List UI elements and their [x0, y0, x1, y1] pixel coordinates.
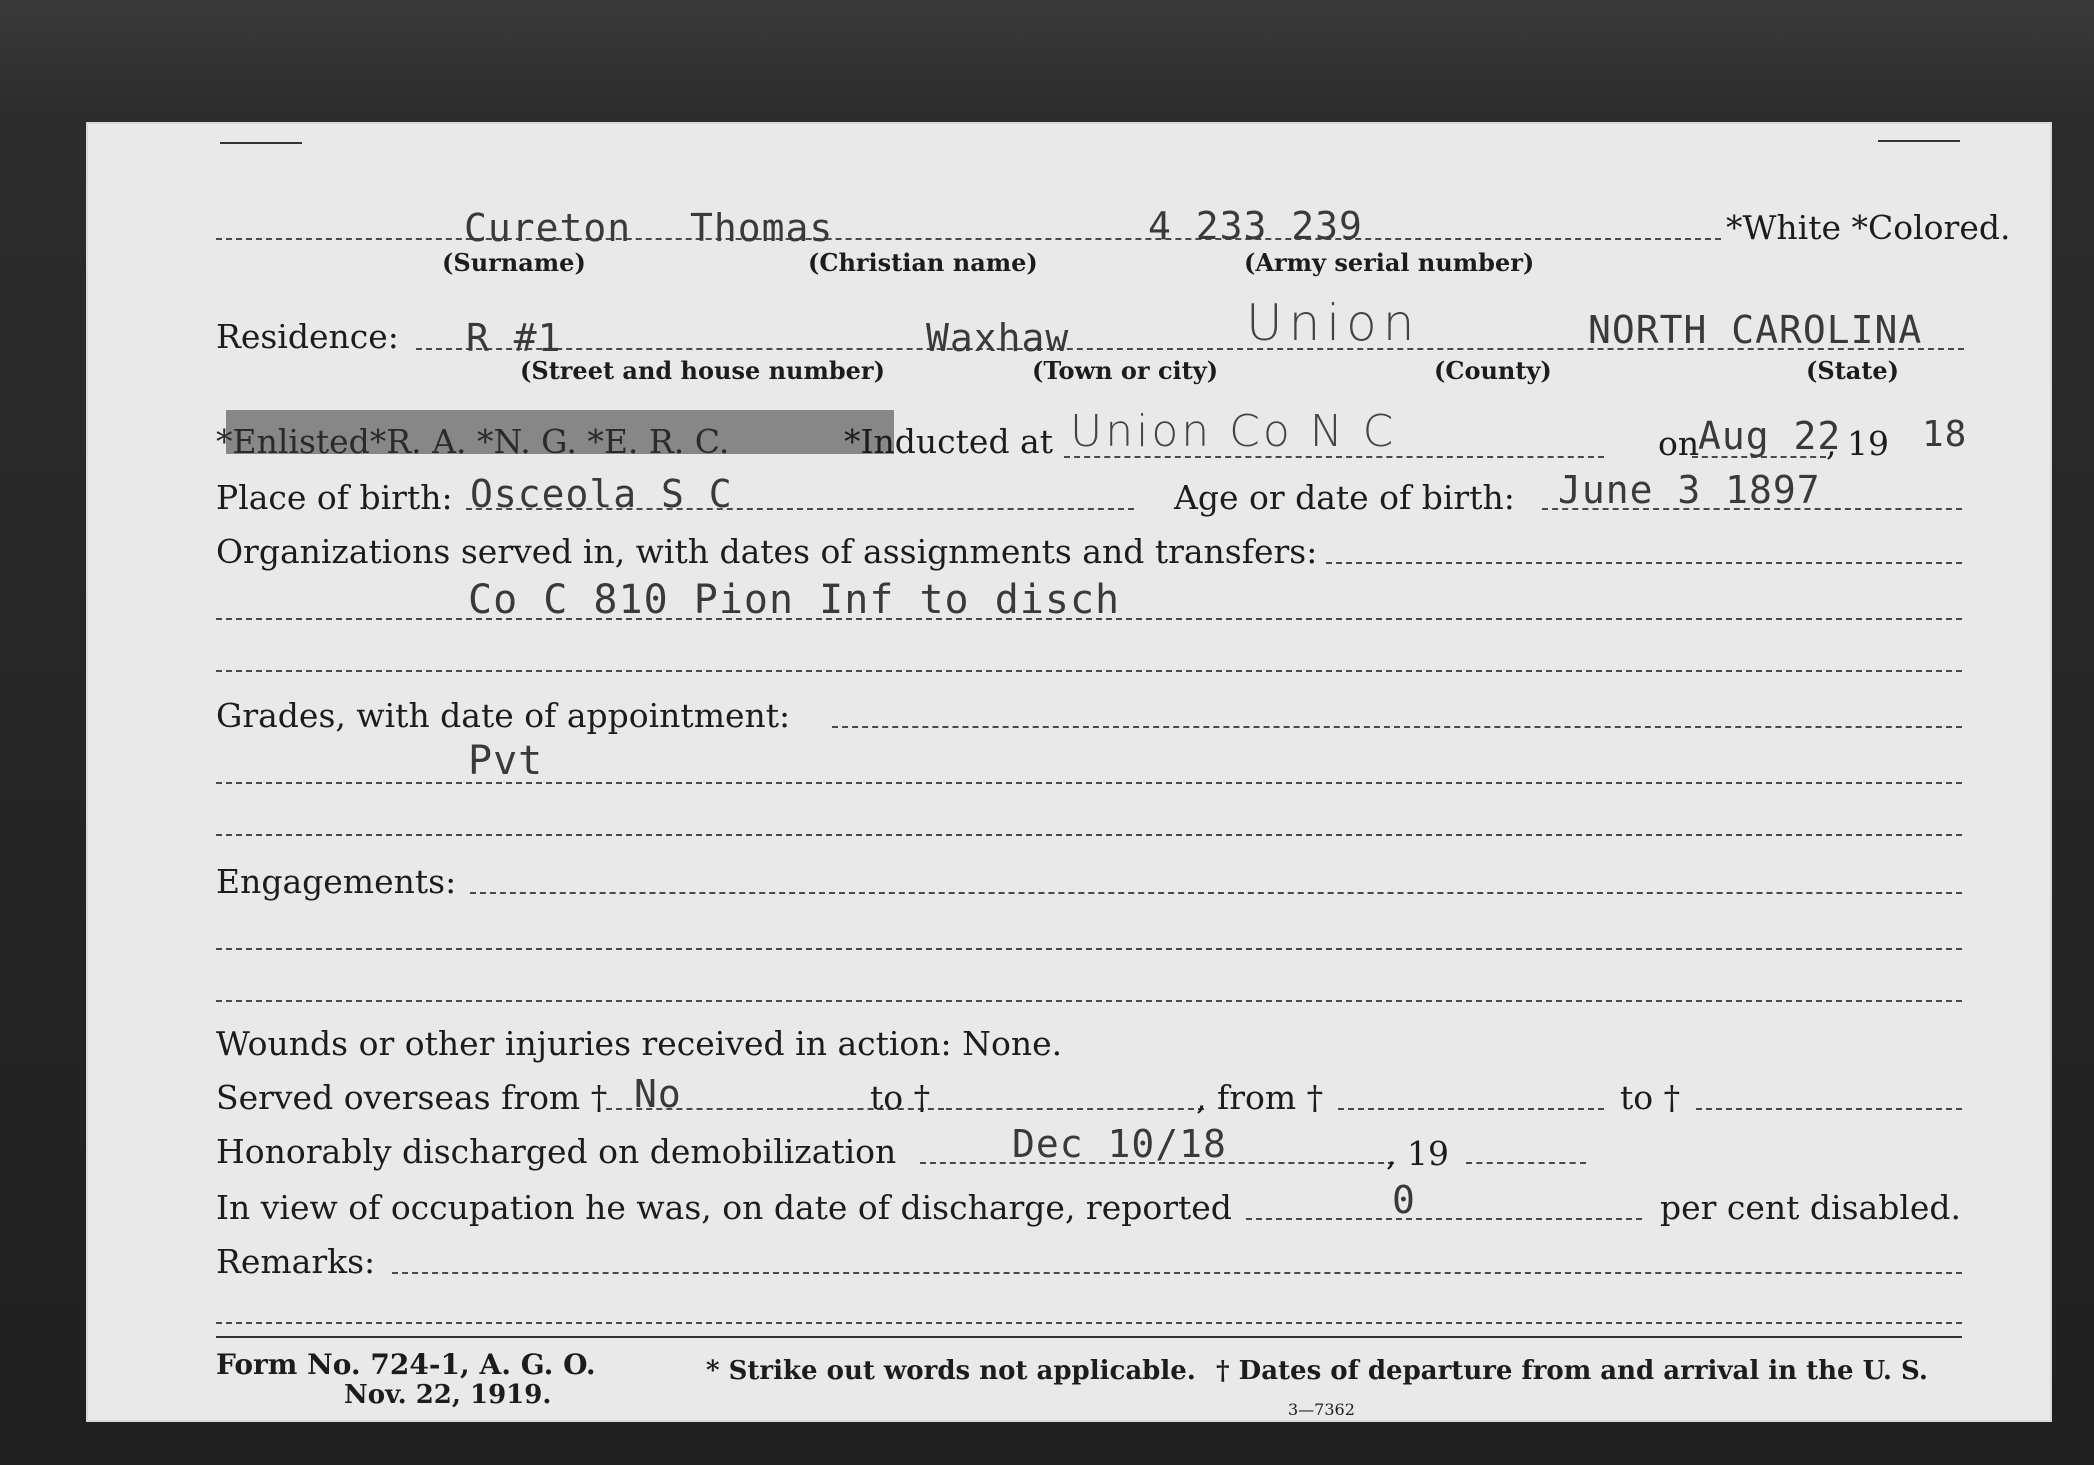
race-options: *White *Colored.: [1726, 208, 2011, 247]
disability-suffix: per cent disabled.: [1660, 1188, 1962, 1227]
overseas-to-label: to †: [870, 1078, 931, 1117]
remarks-line-2: [216, 1322, 1962, 1324]
organizations-line-1: [1326, 562, 1962, 564]
top-left-rule: [220, 142, 302, 144]
grades-line-1: [832, 726, 1962, 728]
grades-label: Grades, with date of appointment:: [216, 696, 791, 735]
street-caption: (Street and house number): [520, 356, 885, 385]
county-caption: (County): [1434, 356, 1552, 385]
year-suffix: 18: [1922, 414, 1968, 455]
overseas-to2-line: [1696, 1108, 1962, 1110]
service-record-card: [86, 122, 2052, 1422]
age-value: June 3 1897: [1558, 468, 1821, 512]
form-date: Nov. 22, 1919.: [344, 1380, 552, 1410]
serial-value: 4 233 239: [1148, 204, 1363, 248]
discharge-label: Honorably discharged on demobilization: [216, 1132, 897, 1171]
inducted-label: *Inducted at: [844, 422, 1053, 461]
dates-note: † Dates of departure from and arrival in the U. S.: [1216, 1356, 1928, 1386]
disability-value: 0: [1392, 1178, 1416, 1222]
discharge-year: , 19: [1386, 1134, 1449, 1173]
engagements-line-1: [470, 892, 1962, 894]
state-caption: (State): [1806, 356, 1900, 385]
place-of-birth-label: Place of birth:: [216, 478, 453, 517]
disability-label: In view of occupation he was, on date of discharge, reported: [216, 1188, 1232, 1227]
engagements-label: Engagements:: [216, 862, 457, 901]
enlistment-options: *Enlisted*R. A. *N. G. *E. R. C.: [216, 422, 730, 461]
state-value: NORTH CAROLINA: [1588, 308, 1923, 352]
town-value: Waxhaw: [926, 316, 1070, 360]
discharge-year-line: [1466, 1162, 1586, 1164]
wounds-text: Wounds or other injuries received in action: None.: [216, 1024, 1063, 1063]
organizations-label: Organizations served in, with dates of assignments and transfers:: [216, 532, 1318, 571]
overseas-from-value: No: [634, 1072, 682, 1116]
residence-label: Residence:: [216, 317, 399, 356]
discharge-value: Dec 10/18: [1012, 1122, 1227, 1166]
overseas-from2-line: [1338, 1108, 1604, 1110]
organizations-value: Co C 810 Pion Inf to disch: [468, 577, 1121, 623]
age-label: Age or date of birth:: [1174, 478, 1515, 517]
christian-name-value: Thomas: [690, 206, 834, 250]
name-line: [216, 238, 1721, 240]
county-value: Union: [1246, 294, 1421, 352]
footer-rule: [216, 1336, 1962, 1338]
engagements-line-2: [216, 948, 1962, 950]
inducted-value: Union Co N C: [1070, 406, 1397, 457]
form-number: Form No. 724-1, A. G. O.: [216, 1348, 596, 1381]
surname-caption: (Surname): [442, 248, 586, 277]
engagements-line-3: [216, 1000, 1962, 1002]
remarks-label: Remarks:: [216, 1242, 376, 1281]
town-caption: (Town or city): [1032, 356, 1219, 385]
organizations-line-3: [216, 670, 1962, 672]
on-label: on: [1658, 424, 1700, 463]
surname-value: Cureton: [464, 206, 632, 250]
overseas-label: Served overseas from †: [216, 1078, 608, 1117]
top-right-rule: [1878, 140, 1960, 142]
strike-note: * Strike out words not applicable.: [706, 1356, 1196, 1386]
grades-line-3: [216, 834, 1962, 836]
serial-caption: (Army serial number): [1244, 248, 1535, 277]
disability-line: [1246, 1218, 1642, 1220]
year-prefix: , 19: [1826, 424, 1889, 463]
street-value: R #1: [466, 316, 562, 360]
grades-value: Pvt: [468, 738, 544, 784]
print-code: 3—7362: [1288, 1400, 1355, 1419]
place-of-birth-value: Osceola S C: [470, 472, 733, 516]
overseas-from2-label: , from †: [1196, 1078, 1324, 1117]
remarks-line-1: [392, 1272, 1962, 1274]
overseas-to-line: [946, 1108, 1204, 1110]
induction-date-value: Aug 22: [1698, 414, 1842, 458]
overseas-to2-label: to †: [1620, 1078, 1681, 1117]
christian-name-caption: (Christian name): [808, 248, 1038, 277]
